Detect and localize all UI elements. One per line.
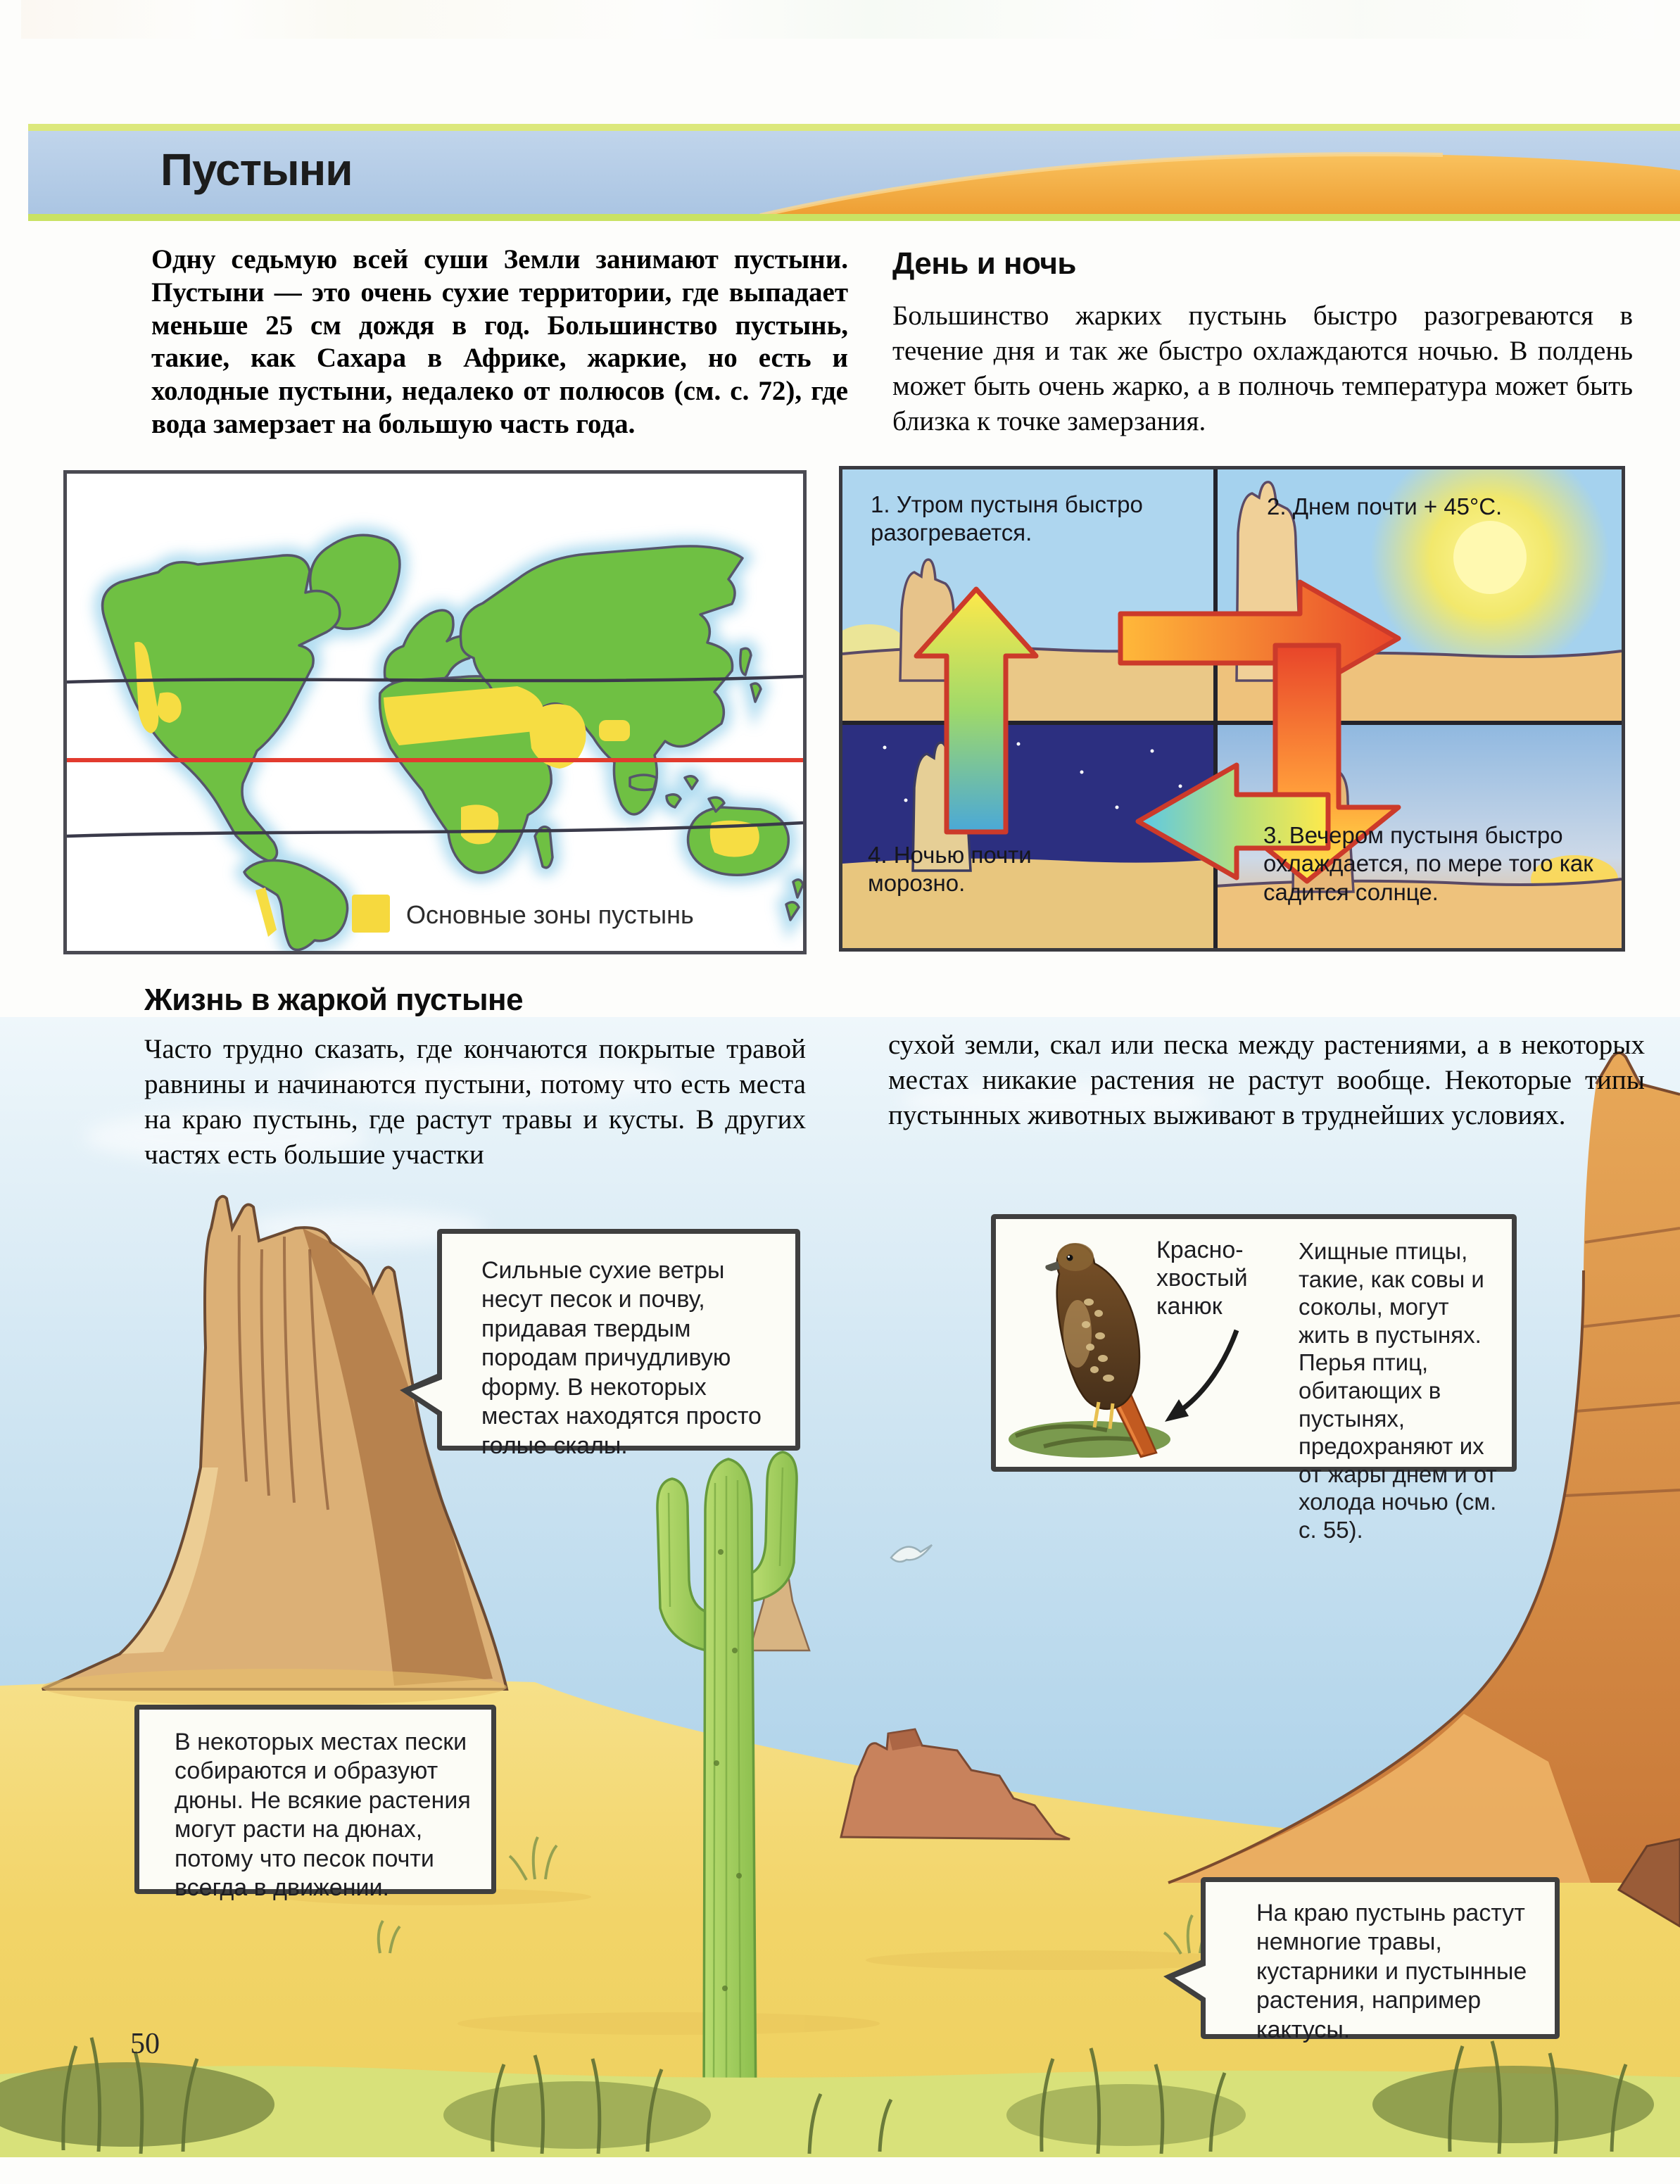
hawk-label: Красно-хвостый канюк [1156, 1237, 1248, 1320]
callout-wind-text: Сильные сухие ветры несут песок и почву, придавая твердым породам причудливую форму. В некоторых местах находятся просто голые скалы. [481, 1257, 762, 1459]
paragraph-day-night: Большинство жарких пустынь быстро разогреваются в течение дня и так же быстро охлаждаются ночью. В полдень может быть очень жарко, а в полночь температура может быть близка к точке замерзания. [892, 301, 1633, 436]
section-heading-day-night: День и ночь [892, 246, 1076, 281]
cycle-caption-2: 2. Днем почти + 45°С. [1267, 493, 1503, 519]
callout-dunes-text: В некоторых местах пески собираются и образуют дюны. Не всякие растения могут расти на дюнах, потому что песок почти всегда в движении. [175, 1729, 471, 1902]
paragraph-life-right: сухой земли, скал или песка между растениями, а в некоторых местах никакие растения не растут вообще. Некоторые типы пустынных животных выживают в труднейших условиях. [888, 1030, 1645, 1130]
header-banner [28, 124, 1680, 221]
callout-edge-text: На краю пустынь растут немногие травы, кустарники и пустынные растения, например кактусы. [1256, 1900, 1527, 2043]
intro-paragraph: Одну седьмую всей суши Земли занимают пустыни. Пустыни — это очень сухие территории, где выпадает меньше 25 см дождя в год. Большинство пустынь, такие, как Сахара в Африке, жаркие, но есть и холодные пустыни, недалеко от полюсов (см. с. 72), где вода замерзает на большую часть года. [151, 244, 848, 439]
hawk-text: Хищные птицы, такие, как совы и соколы, могут жить в пустынях. Перья птиц, обитающих в пустынях, предохраняют их от жары днем и от холода ночью (см. с. 55). [1299, 1238, 1497, 1543]
desert-zone-swatch-icon [352, 895, 390, 933]
callout-dunes [134, 1705, 496, 1902]
section-heading-hot-desert-life: Жизнь в жаркой пустыне [144, 983, 524, 1017]
callout-tail-inner [411, 1379, 443, 1413]
paragraph-life-left: Часто трудно сказать, где кончаются покрытые травой равнины и начинаются пустыни, потому что есть места на краю пустынь, где растут травы и кусты. В других частях есть большие участки [144, 1034, 806, 1170]
hawk-inset-box [991, 1214, 1517, 1543]
map-legend-label: Основные зоны пустынь [406, 900, 694, 929]
world-map-illustration [67, 474, 803, 951]
day-cycle-figure [839, 466, 1625, 952]
cycle-caption-3: 3. Вечером пустыня быстро охлаждается, по мере того как садится солнце. [1263, 822, 1593, 905]
callout-wind-rocks [437, 1229, 800, 1459]
callout-edge-plants [1201, 1877, 1560, 2043]
pointer-arrow-icon [1158, 1325, 1249, 1430]
cycle-caption-1: 1. Утром пустыня быстро разогревается. [871, 491, 1143, 546]
cycle-caption-4: 4. Ночью почти морозно. [868, 842, 1032, 897]
scan-artifact-strip [21, 0, 1654, 39]
callout-tail-inner [1175, 1965, 1207, 1999]
world-map-figure [63, 470, 807, 954]
page-title: Пустыни [160, 144, 353, 195]
page-number: 50 [130, 2028, 160, 2060]
